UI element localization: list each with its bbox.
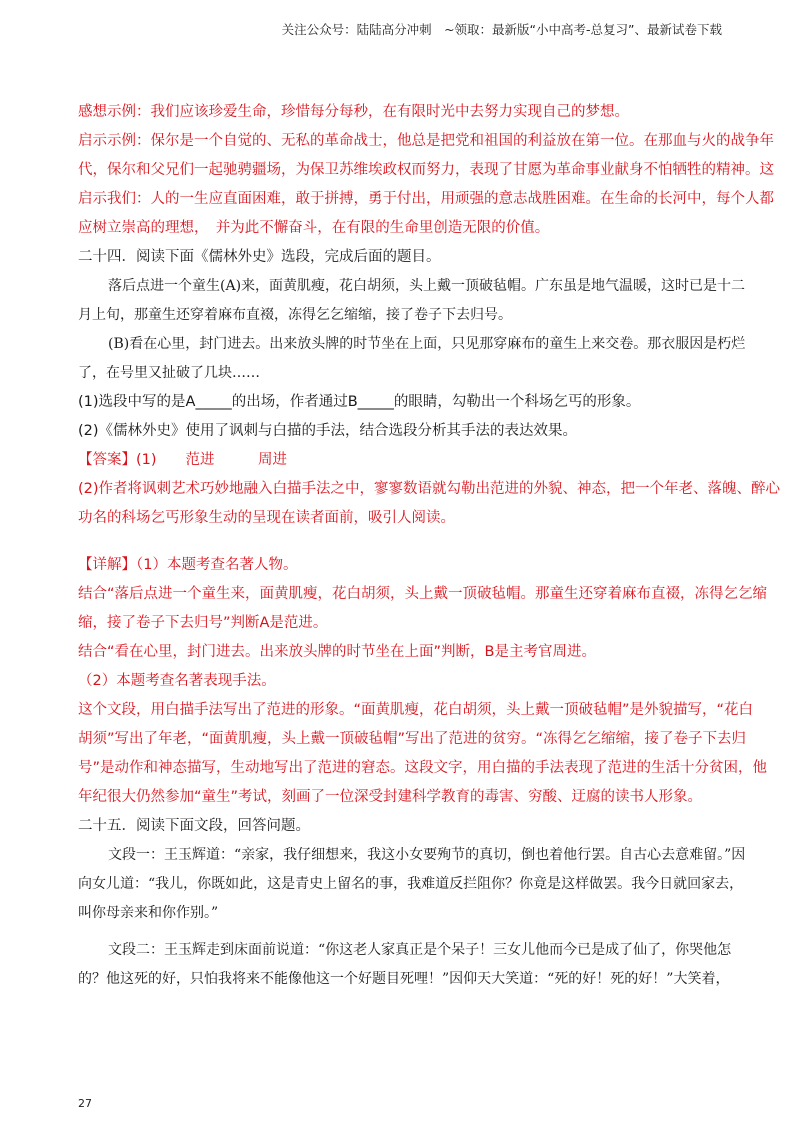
text-line: 的？他这死的好，只怕我将来不能像他这一个好题目死哩！”因仰天大笑道：“死的好！死的好！”大笑着，: [78, 971, 730, 987]
text-line: 感想示例：我们应该珍爱生命，珍惜每分每秒，在有限时光中去努力实现自己的梦想。: [78, 104, 629, 120]
text-line: 月上旬，那童生还穿着麻布直裰，冻得乞乞缩缩，接了卷子下去归号。: [78, 307, 512, 323]
text-line: 文段二：王玉辉走到床面前说道：“你这老人家真正是个呆子！三女儿他而今已是成了仙了，你哭他怎: [108, 942, 732, 958]
paragraph-gap: [78, 928, 728, 936]
text-line: 启示示例：保尔是一个自觉的、无私的革命战士，他总是把党和祖国的利益放在第一位。在那血与火的战争年: [78, 133, 774, 149]
text-line: 应树立崇高的理想， 并为此不懈奋斗，在有限的生命里创造无限的价值。: [78, 220, 550, 236]
text-line: 【详解】（1）本题考查名著人物。: [78, 557, 298, 573]
text-line: 二十五．阅读下面文段，回答问题。: [78, 818, 310, 834]
text-line: (2)作者将讽刺艺术巧妙地融入白描手法之中，寥寥数语就勾勒出范进的外貌、神态，把一个年老、落魄、醉心: [78, 481, 781, 497]
text-line: 这个文段，用白描手法写出了范进的形象。“面黄肌瘦，花白胡须，头上戴一顶破毡帽”是外貌描写，“花白: [78, 702, 754, 718]
text-line: (B)看在心里，封门进去。出来放头牌的时节坐在上面，只见那穿麻布的童生上来交卷。那衣服因是朽烂: [108, 336, 746, 352]
page-header: 关注公众号：陆陆高分冲刺 ~领取：最新版“小中高考-总复习”、最新试卷下载: [281, 22, 722, 37]
text-line: 【答案】(1) 范进 周进: [78, 452, 288, 468]
text-line: 结合“看在心里，封门进去。出来放头牌的时节坐在上面”判断，B是主考官周进。: [78, 644, 596, 660]
paragraph-gap: [78, 533, 728, 551]
text-line: 胡须”写出了年老，“面黄肌瘦，头上戴一顶破毡帽”写出了范进的贫穷。“冻得乞乞缩缩，接了卷子下去归: [78, 731, 747, 747]
text-line: 代，保尔和父兄们一起驰骋疆场，为保卫苏维埃政权而努力，表现了甘愿为革命事业献身不怕牺牲的精神。这: [78, 162, 774, 178]
document-body: [78, 98, 781, 994]
text-line: 了，在号里又扯破了几块……: [78, 365, 260, 381]
text-line: (1)选段中写的是A_____的出场，作者通过B_____的眼睛，勾勒出一个科场乞丐的形象。: [78, 394, 641, 410]
text-line: 向女儿道：“我儿，你既如此，这是青史上留名的事，我难道反拦阻你？你竟是这样做罢。我今日就回家去，: [78, 876, 744, 892]
text-line: 落后点进一个童生(A)来，面黄肌瘦，花白胡须，头上戴一顶破毡帽。广东虽是地气温暖，这时已是十二: [108, 278, 746, 294]
text-line: 启示我们：人的一生应直面困难，敢于拼搏，勇于付出，用顽强的意志战胜困难。在生命的长河中，每个人都: [78, 191, 774, 207]
text-line: 叫你母亲来和你作别。”: [78, 905, 219, 921]
text-line: 缩，接了卷子下去归号”判断A是范进。: [78, 615, 328, 631]
text-line: 功名的科场乞丐形象生动的呈现在读者面前，吸引人阅读。: [78, 510, 455, 526]
text-line: （2）本题考查名著表现手法。: [78, 673, 276, 689]
text-line: 号”是动作和神态描写，生动地写出了范进的窘态。这段文字，用白描的手法表现了范进的生活十分贫困，他: [78, 760, 768, 776]
text-line: 结合“落后点进一个童生来，面黄肌瘦，花白胡须，头上戴一顶破毡帽。那童生还穿着麻布直裰，冻得乞乞缩: [78, 586, 768, 602]
text-line: 二十四．阅读下面《儒林外史》选段，完成后面的题目。: [78, 249, 441, 265]
text-line: 文段一：王玉辉道：“亲家，我仔细想来，我这小女要殉节的真切，倒也着他行罢。自古心去意难留。”因: [108, 847, 746, 863]
page-number: 27: [78, 1097, 92, 1110]
text-line: (2)《儒林外史》使用了讽刺与白描的手法，结合选段分析其手法的表达效果。: [78, 423, 578, 439]
text-line: 年纪很大仍然参加“童生”考试，刻画了一位深受封建科学教育的毒害、穷酸、迂腐的读书人形象。: [78, 789, 703, 805]
